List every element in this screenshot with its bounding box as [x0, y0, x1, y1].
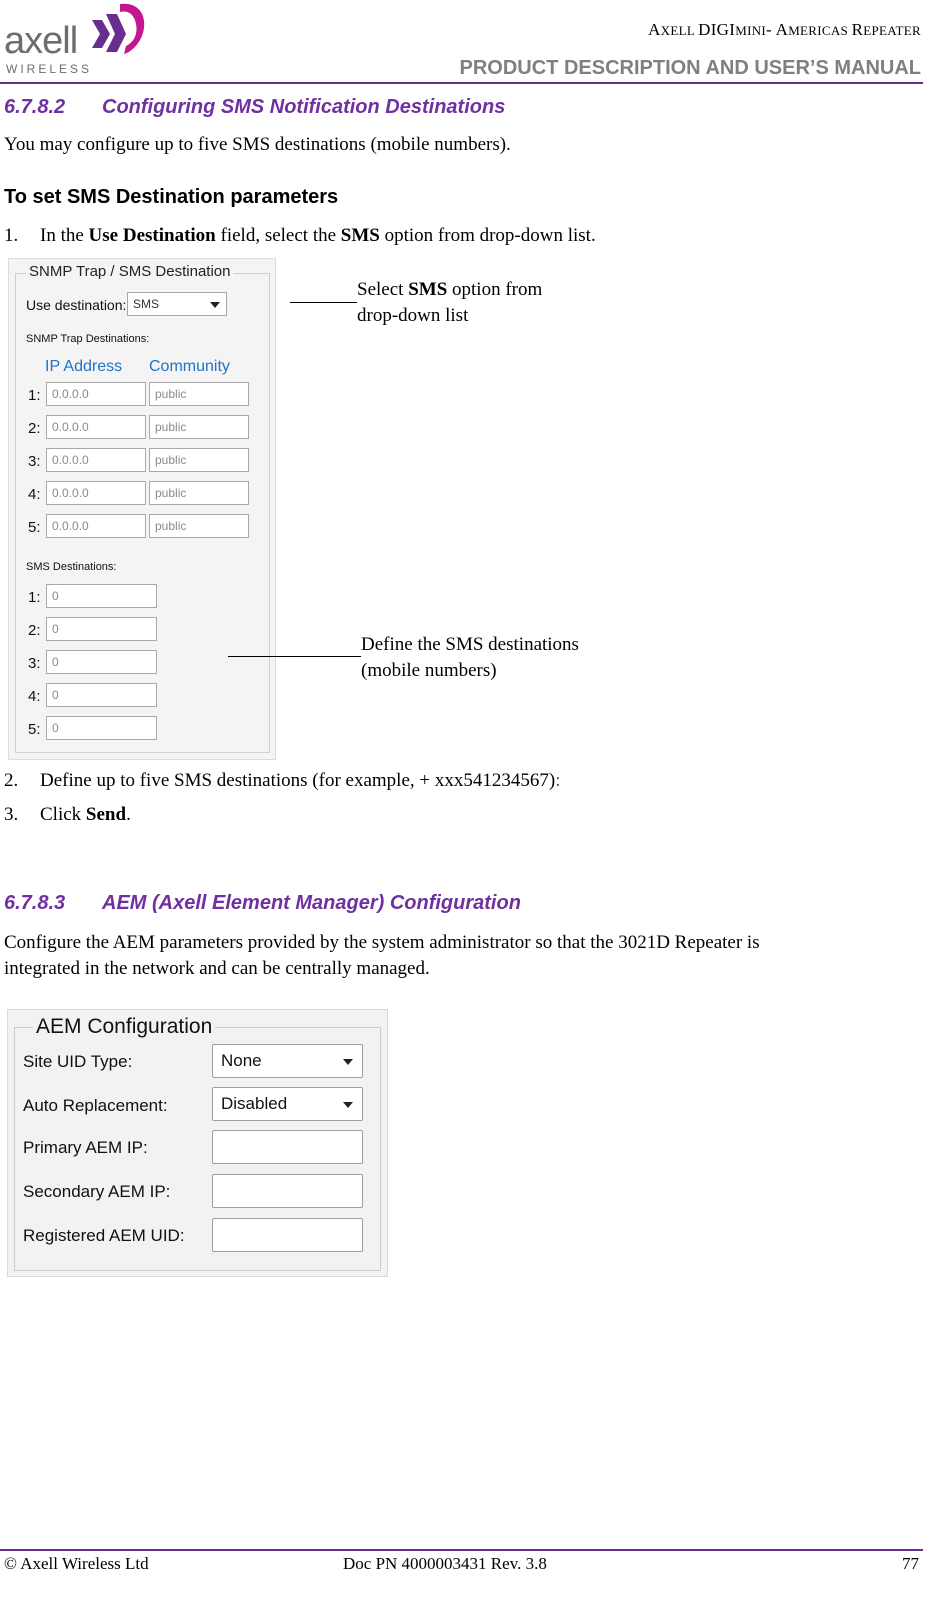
trap-community-input[interactable]: public [149, 481, 249, 505]
footer-rule [0, 1549, 923, 1551]
aem-legend: AEM Configuration [33, 1015, 215, 1039]
sms-row-label: 3: [28, 655, 41, 672]
auto-replacement-label: Auto Replacement: [23, 1096, 168, 1115]
sms-destination-input[interactable]: 0 [46, 584, 157, 608]
site-uid-type-value: None [221, 1051, 262, 1070]
sms-row-label: 1: [28, 589, 41, 606]
callout-line-define [228, 656, 361, 657]
panel-legend: SNMP Trap / SMS Destination [26, 263, 233, 280]
trap-ip-input[interactable]: 0.0.0.0 [46, 481, 146, 505]
section-heading-sms: 6.7.8.2 Configuring SMS Notification Destinations [4, 96, 506, 118]
aem-paragraph: Configure the AEM parameters provided by the system administrator so that the 3021D Repeater is integrated in the network and can be centrally managed. [4, 932, 760, 979]
primary-aem-ip-label: Primary AEM IP: [23, 1138, 148, 1157]
sms-row-label: 2: [28, 622, 41, 639]
logo-subtext: WIRELESS [6, 62, 93, 76]
trap-community-input[interactable]: public [149, 514, 249, 538]
footer-page-number: 77 [902, 1554, 919, 1573]
sms-destination-input[interactable]: 0 [46, 650, 157, 674]
sms-row-label: 5: [28, 721, 41, 738]
secondary-aem-ip-input[interactable] [212, 1174, 363, 1208]
trap-community-input[interactable]: public [149, 382, 249, 406]
trap-ip-input[interactable]: 0.0.0.0 [46, 415, 146, 439]
sms-intro-paragraph: You may configure up to five SMS destinations (mobile numbers). [4, 134, 511, 155]
header-subtitle: PRODUCT DESCRIPTION AND USER’S MANUAL [459, 57, 921, 79]
logo-wordmark: axell [4, 20, 78, 62]
col-ip-address: IP Address [45, 358, 123, 375]
sms-row-label: 4: [28, 688, 41, 705]
auto-replacement-select[interactable] [212, 1087, 363, 1121]
trap-row-label: 2: [28, 420, 41, 437]
step-1: 1. In the Use Destination field, select the SMS option from drop-down list. [4, 225, 596, 246]
chevron-down-icon [343, 1059, 353, 1065]
trap-row-label: 1: [28, 387, 41, 404]
site-uid-type-label: Site UID Type: [23, 1052, 133, 1071]
trap-row-label: 4: [28, 486, 41, 503]
step-3: 3. Click Send. [4, 804, 131, 825]
snmp-sms-fieldset [15, 273, 270, 753]
trap-community-input[interactable]: public [149, 448, 249, 472]
callout-line-select [290, 302, 357, 303]
chevron-down-icon [210, 302, 220, 308]
section-heading-aem: 6.7.8.3 AEM (Axell Element Manager) Configuration [4, 892, 521, 914]
trap-destinations-heading: SNMP Trap Destinations: [26, 333, 150, 345]
registered-aem-uid-label: Registered AEM UID: [23, 1226, 185, 1245]
sms-destinations-heading: SMS Destinations: [26, 561, 117, 573]
step-2: 2. Define up to five SMS destinations (for example, + xxx541234567): [4, 770, 561, 791]
procedure-heading: To set SMS Destination parameters [4, 186, 339, 208]
site-uid-type-select[interactable] [212, 1044, 363, 1078]
use-destination-label: Use destination: [26, 297, 127, 313]
snmp-sms-panel [8, 258, 276, 760]
registered-aem-uid-input[interactable] [212, 1218, 363, 1252]
header-rule [0, 82, 923, 84]
sms-destination-input[interactable]: 0 [46, 617, 157, 641]
trap-ip-input[interactable]: 0.0.0.0 [46, 514, 146, 538]
chevron-down-icon [343, 1102, 353, 1108]
trap-row-label: 5: [28, 519, 41, 536]
use-destination-select[interactable] [127, 292, 227, 316]
auto-replacement-value: Disabled [221, 1094, 288, 1113]
secondary-aem-ip-label: Secondary AEM IP: [23, 1182, 171, 1201]
sms-destination-input[interactable]: 0 [46, 716, 157, 740]
callout-select-sms: Select SMS option from drop-down list [357, 279, 543, 326]
trap-ip-input[interactable]: 0.0.0.0 [46, 382, 146, 406]
logo-chevron-icon [90, 0, 148, 56]
col-community: Community [149, 358, 230, 375]
callout-define-sms: Define the SMS destinations (mobile numbers) [361, 634, 579, 681]
trap-community-input[interactable]: public [149, 415, 249, 439]
aem-configuration-panel [7, 1009, 388, 1277]
trap-ip-input[interactable]: 0.0.0.0 [46, 448, 146, 472]
header-title: AXELL DIGIMINI- AMERICAS REPEATER [648, 20, 921, 39]
use-destination-value: SMS [133, 297, 160, 311]
footer-copyright: © Axell Wireless Ltd [4, 1554, 149, 1573]
sms-destination-input[interactable]: 0 [46, 683, 157, 707]
primary-aem-ip-input[interactable] [212, 1130, 363, 1164]
trap-row-label: 3: [28, 453, 41, 470]
footer-doc-number: Doc PN 4000003431 Rev. 3.8 [343, 1554, 547, 1573]
